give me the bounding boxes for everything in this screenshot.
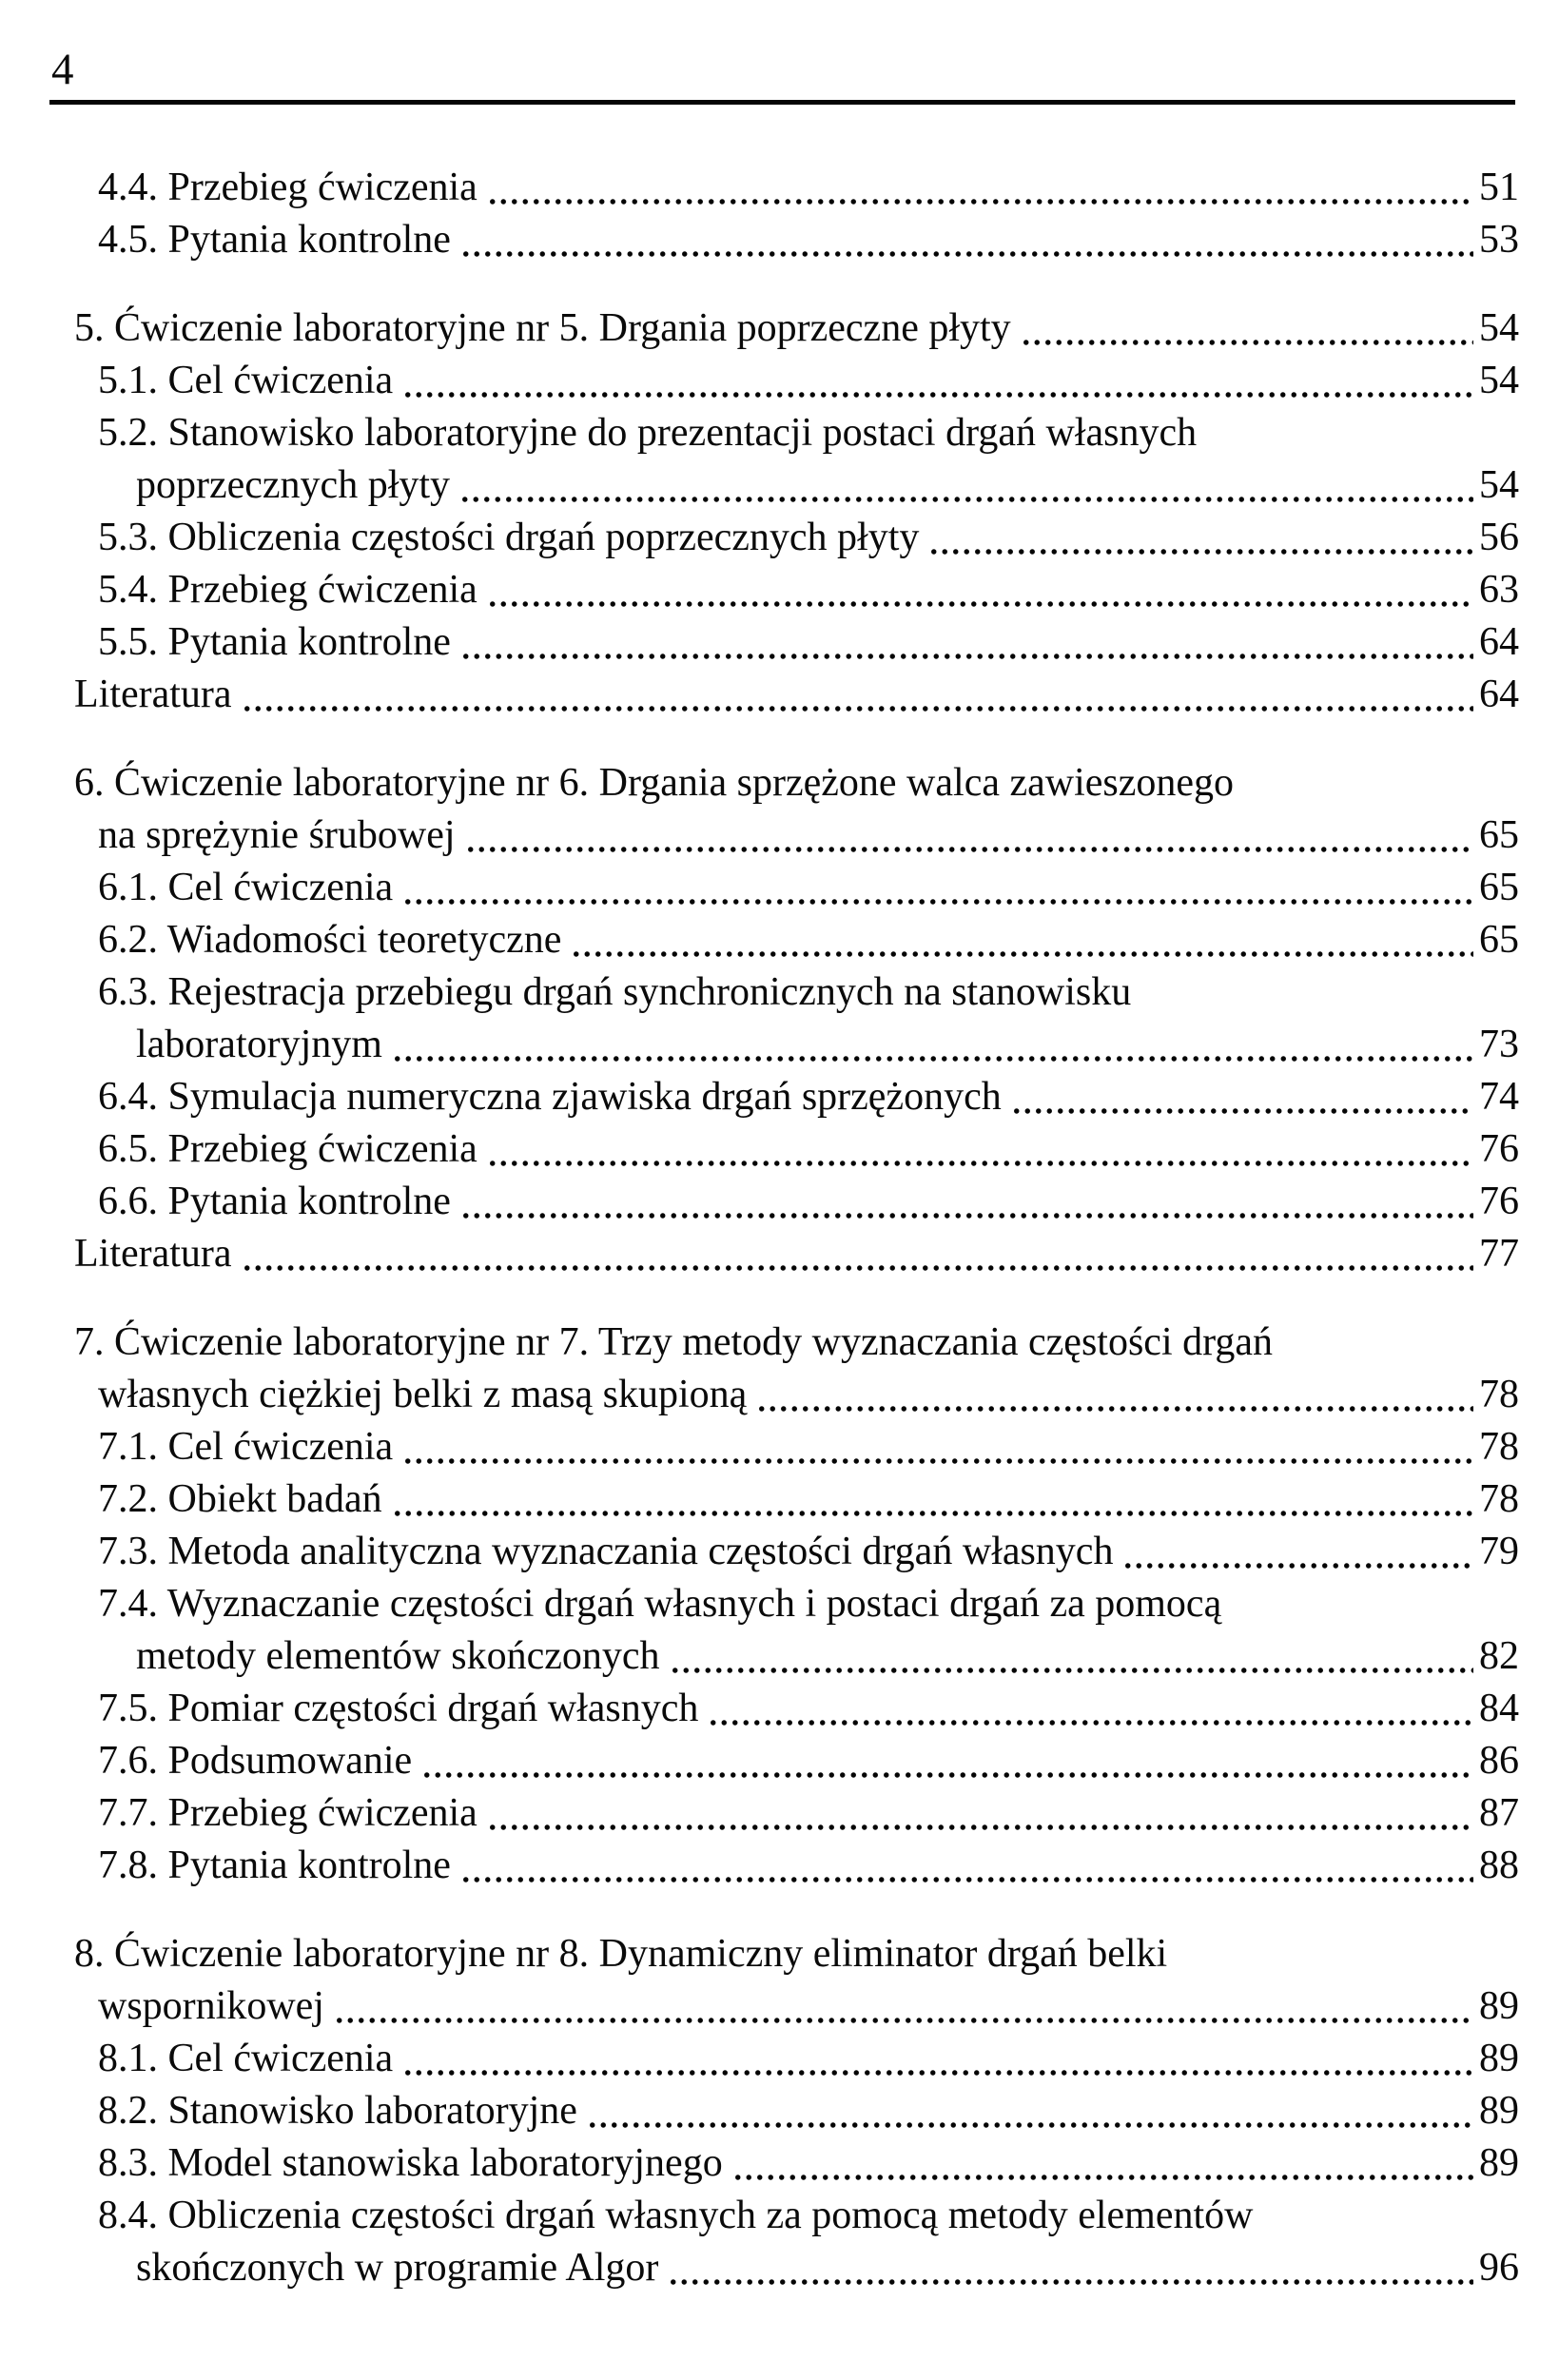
toc-entry-page: 53	[1479, 218, 1519, 262]
toc-entry-page: 54	[1479, 306, 1519, 350]
toc-entry-label: 4.5. Pytania kontrolne	[98, 218, 451, 262]
toc-entry-label: metody elementów skończonych	[136, 1634, 660, 1678]
toc-entry-label: laboratoryjnym	[136, 1023, 382, 1066]
toc-entry	[74, 1526, 1519, 1578]
toc-entry-page: 64	[1479, 673, 1519, 716]
toc-entry	[74, 1787, 1519, 1840]
toc-entry-page: 96	[1479, 2246, 1519, 2290]
toc-entry-label: 6.3. Rejestracja przebiegu drgań synchronicznych na stanowisku	[98, 970, 1132, 1014]
page-header	[0, 0, 1559, 105]
toc-entry-label: własnych ciężkiej belki z masą skupioną	[98, 1373, 748, 1416]
toc-entry-page: 65	[1479, 813, 1519, 857]
toc-entry	[74, 355, 1519, 407]
toc-entry	[74, 1228, 1519, 1280]
toc-entry-page: 64	[1479, 620, 1519, 664]
dot-leader	[928, 546, 1473, 557]
toc-entry-label: wspornikowej	[98, 1984, 324, 2028]
dot-leader	[242, 703, 1473, 714]
toc-entry	[74, 214, 1519, 266]
header-rule	[49, 100, 1515, 105]
toc-entry	[74, 2033, 1519, 2085]
toc-entry-label: Literatura	[74, 673, 232, 716]
dot-leader	[402, 896, 1473, 907]
toc-entry	[74, 1019, 1519, 1071]
dot-leader	[756, 1403, 1473, 1414]
toc-entry	[74, 564, 1519, 616]
toc-entry-label: 7.4. Wyznaczanie częstości drgań własnych i postaci drgań za pomocą	[98, 1582, 1222, 1626]
dot-leader	[392, 1053, 1473, 1064]
dot-leader	[487, 1158, 1473, 1169]
toc-entry-page: 56	[1479, 516, 1519, 559]
toc-entry	[74, 512, 1519, 564]
toc-entry-page: 89	[1479, 1984, 1519, 2028]
toc-entry-label: 7.2. Obiekt badań	[98, 1477, 382, 1521]
toc-entry	[74, 966, 1519, 1019]
toc-entry	[74, 459, 1519, 512]
toc-entry-label: 4.4. Przebieg ćwiczenia	[98, 166, 477, 209]
toc-entry-page: 89	[1479, 2037, 1519, 2080]
toc-entry	[74, 1683, 1519, 1735]
toc-entry-page: 74	[1479, 1075, 1519, 1119]
dot-leader	[708, 1717, 1473, 1728]
toc-entry-label: 7.1. Cel ćwiczenia	[98, 1425, 394, 1469]
toc-entry-label: 7.6. Podsumowanie	[98, 1739, 413, 1783]
dot-leader	[487, 1822, 1473, 1833]
dot-leader	[460, 1874, 1473, 1885]
toc-entry	[74, 810, 1519, 862]
toc-entry-label: 5.2. Stanowisko laboratoryjne do prezentacji postaci drgań własnych	[98, 411, 1198, 455]
toc-entry-label: 8. Ćwiczenie laboratoryjne nr 8. Dynamiczny eliminator drgań belki	[74, 1932, 1168, 1976]
toc-entry-label: 7.8. Pytania kontrolne	[98, 1844, 451, 1887]
toc-entry-label: skończonych w programie Algor	[136, 2246, 659, 2290]
toc-entry	[74, 1176, 1519, 1228]
toc-entry-page: 89	[1479, 2141, 1519, 2185]
toc-entry-label: 6.2. Wiadomości teoretyczne	[98, 918, 562, 962]
toc-entry-label: na sprężynie śrubowej	[98, 813, 456, 857]
toc-entry	[74, 302, 1519, 355]
toc-entry	[74, 1421, 1519, 1473]
toc-entry-label: 6.5. Przebieg ćwiczenia	[98, 1127, 477, 1171]
dot-leader	[242, 1262, 1473, 1274]
toc-entry-label: 5. Ćwiczenie laboratoryjne nr 5. Drgania poprzeczne płyty	[74, 306, 1011, 350]
toc-entry	[74, 2242, 1519, 2294]
toc-entry	[74, 914, 1519, 966]
toc-entry-label: 8.1. Cel ćwiczenia	[98, 2037, 394, 2080]
toc-entry	[74, 1578, 1519, 1630]
dot-leader	[402, 389, 1473, 400]
toc-entry	[74, 1735, 1519, 1787]
toc-entry	[74, 1369, 1519, 1421]
toc-entry-page: 86	[1479, 1739, 1519, 1783]
toc-entry	[74, 757, 1519, 810]
toc-entry-page: 88	[1479, 1844, 1519, 1887]
toc-entry-page: 87	[1479, 1791, 1519, 1835]
dot-leader	[459, 494, 1473, 505]
toc-entry-label: 7.5. Pomiar częstości drgań własnych	[98, 1687, 699, 1730]
dot-leader	[402, 2067, 1473, 2078]
toc-entry-label: 8.2. Stanowisko laboratoryjne	[98, 2089, 577, 2133]
toc-entry-label: 6.4. Symulacja numeryczna zjawiska drgań sprzężonych	[98, 1075, 1002, 1119]
dot-leader	[668, 2276, 1473, 2288]
toc-entry-label: 6. Ćwiczenie laboratoryjne nr 6. Drgania sprzężone walca zawieszonego	[74, 761, 1235, 805]
toc-entry	[74, 862, 1519, 914]
toc-entry	[74, 407, 1519, 459]
toc-list	[0, 112, 1559, 2294]
dot-leader	[670, 1665, 1473, 1676]
toc-entry	[74, 2137, 1519, 2190]
toc-entry-page: 76	[1479, 1180, 1519, 1223]
toc-entry-page: 78	[1479, 1425, 1519, 1469]
toc-entry-label: Literatura	[74, 1232, 232, 1276]
dot-leader	[1011, 1105, 1473, 1117]
toc-entry	[74, 669, 1519, 721]
toc-entry-page: 76	[1479, 1127, 1519, 1171]
toc-entry	[74, 1071, 1519, 1123]
toc-entry-page: 73	[1479, 1023, 1519, 1066]
dot-leader	[732, 2172, 1473, 2183]
dot-leader	[571, 948, 1473, 960]
dot-leader	[460, 1210, 1473, 1221]
dot-leader	[460, 248, 1473, 260]
toc-entry	[74, 616, 1519, 669]
toc-entry-page: 51	[1479, 166, 1519, 209]
toc-entry	[74, 2085, 1519, 2137]
toc-entry-label: 5.1. Cel ćwiczenia	[98, 359, 394, 402]
toc-entry-page: 84	[1479, 1687, 1519, 1730]
toc-entry	[74, 1840, 1519, 1892]
toc-entry-page: 54	[1479, 463, 1519, 507]
toc-entry	[74, 162, 1519, 214]
page-number: 4	[51, 45, 74, 94]
dot-leader	[421, 1769, 1473, 1781]
toc-entry-page: 54	[1479, 359, 1519, 402]
toc-entry-label: poprzecznych płyty	[136, 463, 451, 507]
toc-entry-page: 77	[1479, 1232, 1519, 1276]
dot-leader	[402, 1455, 1473, 1467]
toc-entry-label: 7. Ćwiczenie laboratoryjne nr 7. Trzy metody wyznaczania częstości drgań	[74, 1320, 1273, 1364]
toc-entry-label: 7.3. Metoda analityczna wyznaczania częstości drgań własnych	[98, 1530, 1114, 1573]
toc-entry-label: 8.4. Obliczenia częstości drgań własnych za pomocą metody elementów	[98, 2194, 1254, 2237]
dot-leader	[487, 598, 1473, 610]
dot-leader	[1021, 337, 1473, 348]
dot-leader	[1122, 1560, 1473, 1571]
toc-entry	[74, 2190, 1519, 2242]
dot-leader	[392, 1508, 1473, 1519]
toc-entry	[74, 1473, 1519, 1526]
toc-entry	[74, 1123, 1519, 1176]
toc-entry-page: 65	[1479, 918, 1519, 962]
dot-leader	[460, 651, 1473, 662]
toc-entry	[74, 1317, 1519, 1369]
toc-entry	[74, 1630, 1519, 1683]
dot-leader	[334, 2015, 1473, 2026]
toc-entry	[74, 1980, 1519, 2033]
toc-entry-page: 78	[1479, 1373, 1519, 1416]
toc-entry-label: 7.7. Przebieg ćwiczenia	[98, 1791, 477, 1835]
dot-leader	[465, 844, 1473, 855]
toc-entry-page: 65	[1479, 866, 1519, 909]
toc-entry-label: 5.4. Przebieg ćwiczenia	[98, 568, 477, 612]
toc-entry-page: 78	[1479, 1477, 1519, 1521]
toc-entry-label: 8.3. Model stanowiska laboratoryjnego	[98, 2141, 723, 2185]
toc-entry-page: 79	[1479, 1530, 1519, 1573]
dot-leader	[587, 2119, 1473, 2131]
toc-entry-label: 5.3. Obliczenia częstości drgań poprzecznych płyty	[98, 516, 920, 559]
dot-leader	[487, 196, 1473, 207]
toc-entry-page: 89	[1479, 2089, 1519, 2133]
toc-entry-label: 5.5. Pytania kontrolne	[98, 620, 451, 664]
toc-entry-page: 63	[1479, 568, 1519, 612]
toc-entry	[74, 1928, 1519, 1980]
toc-entry-page: 82	[1479, 1634, 1519, 1678]
toc-entry-label: 6.1. Cel ćwiczenia	[98, 866, 394, 909]
toc-entry-label: 6.6. Pytania kontrolne	[98, 1180, 451, 1223]
